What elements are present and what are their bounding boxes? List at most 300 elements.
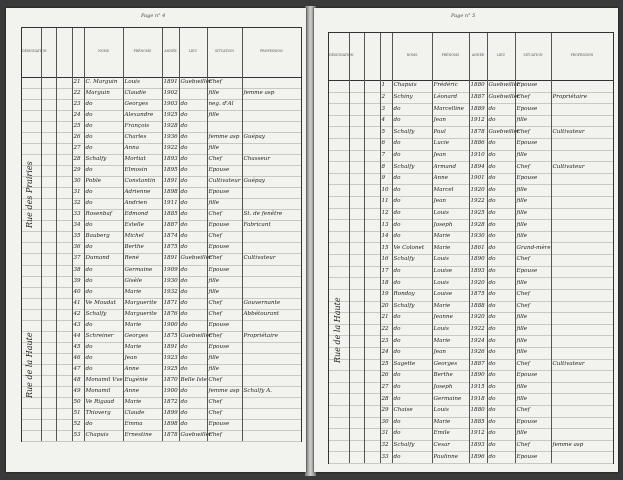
cell-rel: Chef — [208, 431, 222, 438]
cell-given: Georges — [124, 101, 149, 108]
cell-place: do — [180, 112, 188, 119]
cell-rel: Grand-mère — [516, 244, 551, 251]
cell-rel: fille — [516, 209, 528, 216]
cell-given: Marie — [433, 418, 451, 425]
cell-year: 1887 — [470, 360, 485, 367]
cell-year: 1900 — [163, 321, 178, 328]
cell-rel: fille — [516, 384, 528, 391]
cell-n: 45 — [73, 343, 81, 350]
cell-given: Charles — [124, 134, 147, 141]
cell-year: 1918 — [470, 395, 485, 402]
cell-rel: fille — [516, 279, 528, 286]
cell-year: 1870 — [163, 376, 178, 383]
cell-year: 1894 — [470, 163, 485, 170]
cell-surname: Schalfy — [393, 163, 415, 170]
cell-year: 1901 — [470, 175, 485, 182]
cell-place: do — [180, 145, 188, 152]
cell-surname: do — [85, 244, 93, 251]
cell-surname: Bauberg — [85, 233, 110, 240]
cell-place: do — [180, 167, 188, 174]
cell-rel: fille — [208, 277, 220, 284]
cell-job: Guépay — [243, 178, 265, 185]
cell-year: 1890 — [470, 256, 485, 263]
cell-given: François — [124, 123, 150, 130]
column-rule — [41, 28, 42, 441]
cell-given: Georges — [124, 332, 149, 339]
cell-place: do — [180, 288, 188, 295]
cell-surname: Ve Moudat — [85, 299, 116, 306]
column-header: DÉSIGNATION — [22, 48, 47, 53]
cell-year: 1922 — [163, 145, 178, 152]
cell-place: do — [180, 244, 188, 251]
cell-year: 1880 — [470, 82, 485, 89]
cell-given: Frédéric — [433, 82, 458, 89]
cell-rel: fille — [516, 233, 528, 240]
cell-place: Guebwiller — [180, 431, 212, 438]
cell-rel: fille — [208, 354, 220, 361]
cell-n: 26 — [381, 372, 389, 379]
column-rule — [364, 33, 365, 463]
cell-given: Claudie — [124, 90, 147, 97]
cell-given: Berthe — [433, 372, 453, 379]
cell-given: Paul — [433, 128, 446, 135]
cell-year: 1928 — [470, 221, 485, 228]
cell-rel: Chef — [208, 233, 222, 240]
cell-rel: fille — [208, 112, 220, 119]
cell-place: do — [488, 233, 496, 240]
cell-n: 16 — [381, 256, 389, 263]
cell-year: 1861 — [470, 244, 485, 251]
cell-n: 39 — [73, 277, 81, 284]
column-header: LIEU — [188, 48, 198, 53]
column-rule — [84, 28, 85, 441]
cell-place: Guebwiller — [180, 255, 212, 262]
cell-n: 43 — [73, 321, 81, 328]
cell-rel: fille — [516, 326, 528, 333]
cell-rel: fille — [516, 314, 528, 321]
cell-rel: Epouse — [208, 167, 230, 174]
cell-given: Alexandre — [124, 112, 154, 119]
cell-rel: Epouse — [516, 140, 538, 147]
cell-year: 1893 — [470, 442, 485, 449]
cell-n: 7 — [381, 151, 386, 158]
cell-surname: Ve Colonet — [393, 244, 425, 251]
cell-rel: fille — [516, 221, 528, 228]
cell-surname: do — [393, 453, 401, 460]
street-name: Rue de la Haute — [333, 297, 342, 363]
cell-surname: do — [393, 326, 401, 333]
cell-place: do — [180, 233, 188, 240]
cell-rel: neg. d'Al — [208, 101, 234, 108]
cell-surname: do — [85, 123, 93, 130]
cell-surname: do — [393, 209, 401, 216]
table-header — [329, 33, 613, 81]
cell-year: 1911 — [163, 200, 178, 207]
cell-rel: Epouse — [208, 244, 230, 251]
cell-rel: Epouse — [208, 222, 230, 229]
cell-year: 1930 — [470, 233, 485, 240]
cell-surname: Schalfy — [393, 302, 415, 309]
cell-surname: do — [85, 222, 93, 229]
street-name: Rue des Prairies — [25, 161, 34, 228]
cell-n: 29 — [381, 407, 389, 414]
table-row — [329, 451, 613, 464]
cell-n: 49 — [73, 387, 81, 394]
cell-place: do — [488, 314, 496, 321]
cell-given: Edmond — [124, 211, 149, 218]
cell-surname: do — [85, 277, 93, 284]
cell-surname: do — [393, 140, 401, 147]
cell-job: Cultivateur — [552, 360, 585, 367]
cell-surname: Ve Rigaud — [85, 398, 115, 405]
cell-place: do — [488, 209, 496, 216]
cell-n: 36 — [73, 244, 81, 251]
cell-place: do — [488, 430, 496, 437]
cell-year: 1874 — [163, 233, 178, 240]
cell-place: do — [488, 453, 496, 460]
cell-year: 1936 — [163, 134, 178, 141]
cell-surname: do — [393, 418, 401, 425]
cell-place: do — [488, 279, 496, 286]
cell-year: 1923 — [163, 354, 178, 361]
cell-n: 50 — [73, 398, 81, 405]
cell-rel: fille — [516, 349, 528, 356]
cell-n: 47 — [73, 365, 81, 372]
cell-given: Estelle — [124, 222, 144, 229]
cell-n: 27 — [381, 384, 389, 391]
cell-rel: Chef — [208, 398, 222, 405]
cell-rel: fille — [208, 288, 220, 295]
cell-rel: femme asp — [208, 134, 240, 141]
cell-place: do — [488, 360, 496, 367]
cell-year: 1926 — [470, 349, 485, 356]
cell-year: 1875 — [470, 291, 485, 298]
column-header: PRÉNOMS — [133, 48, 152, 53]
cell-n: 21 — [381, 314, 389, 321]
cell-year: 1891 — [163, 255, 178, 262]
cell-n: 23 — [381, 337, 389, 344]
cell-rel: fille — [516, 337, 528, 344]
cell-surname: do — [85, 288, 93, 295]
cell-rel: Chef — [208, 409, 222, 416]
cell-n: 6 — [381, 140, 386, 147]
cell-place: do — [180, 134, 188, 141]
cell-place: do — [488, 175, 496, 182]
cell-n: 5 — [381, 128, 386, 135]
cell-rel: Epouse — [516, 105, 538, 112]
cell-given: Louis — [124, 79, 140, 85]
cell-job: Cultivateur — [552, 163, 585, 170]
cell-n: 30 — [381, 418, 389, 425]
column-header: PROFESSION — [260, 48, 283, 53]
cell-given: Germaine — [124, 266, 153, 273]
cell-given: Jean — [124, 354, 137, 361]
cell-rel: fille — [208, 145, 220, 152]
cell-surname: Sagette — [393, 360, 416, 367]
cell-year: 1895 — [163, 167, 178, 174]
cell-surname: Poble — [85, 178, 102, 185]
cell-rel: Chef — [516, 128, 530, 135]
cell-year: 1910 — [470, 151, 485, 158]
cell-job: Cultivateur — [552, 128, 585, 135]
cell-given: Marie — [433, 233, 451, 240]
column-header: ANNÉE — [164, 48, 177, 53]
cell-surname: C. Marguin — [85, 79, 118, 85]
cell-year: 1899 — [163, 409, 178, 416]
census-table — [21, 27, 302, 442]
cell-surname: do — [393, 221, 401, 228]
cell-year: 1924 — [470, 337, 485, 344]
cell-n: 28 — [381, 395, 389, 402]
cell-year: 1893 — [163, 156, 178, 163]
cell-given: Anna — [124, 145, 140, 152]
cell-place: do — [488, 372, 496, 379]
cell-job: Abbétourant — [243, 310, 280, 317]
column-header: NOMS — [98, 48, 109, 53]
cell-job: Schalfy A. — [243, 387, 273, 394]
cell-surname: Schalfy — [393, 256, 415, 263]
cell-given: Georges — [433, 360, 458, 367]
page-number: Page n° 4 — [141, 13, 166, 19]
cell-n: 34 — [73, 222, 81, 229]
cell-rel: fille — [516, 198, 528, 205]
cell-place: do — [180, 156, 188, 163]
cell-given: Andrien — [124, 200, 148, 207]
cell-year: 1878 — [163, 431, 178, 438]
cell-rel: Epouse — [208, 420, 230, 427]
cell-given: Armand — [433, 163, 457, 170]
cell-surname: do — [393, 384, 401, 391]
cell-rel: Chef — [516, 442, 530, 449]
cell-surname: do — [393, 430, 401, 437]
census-page-right — [314, 8, 618, 472]
cell-given: Germaine — [433, 395, 462, 402]
cell-given: Lucie — [433, 140, 450, 147]
cell-rel: Epouse — [208, 343, 230, 350]
cell-given: Marie — [124, 321, 142, 328]
cell-given: Joseph — [433, 384, 453, 391]
cell-year: 1885 — [470, 418, 485, 425]
cell-n: 37 — [73, 255, 81, 262]
cell-n: 29 — [73, 167, 81, 174]
cell-surname: do — [393, 198, 401, 205]
cell-n: 35 — [73, 233, 81, 240]
cell-rel: Epouse — [516, 372, 538, 379]
cell-job: femme asp — [243, 90, 275, 97]
column-header: ANNÉE — [471, 52, 485, 57]
cell-n: 8 — [381, 163, 386, 170]
cell-place: do — [180, 277, 188, 284]
cell-rel: Epouse — [516, 175, 538, 182]
cell-given: Eugénie — [124, 376, 148, 383]
column-rule — [207, 28, 208, 441]
cell-surname: do — [393, 233, 401, 240]
cell-surname: do — [85, 420, 93, 427]
cell-year: 1898 — [163, 189, 178, 196]
cell-n: 28 — [73, 156, 81, 163]
cell-given: Berthe — [124, 244, 144, 251]
column-header: SITUATION — [523, 52, 543, 57]
cell-place: do — [180, 354, 188, 361]
cell-year: 1915 — [470, 384, 485, 391]
cell-surname: Schreiner — [85, 332, 114, 339]
cell-n: 9 — [381, 175, 386, 182]
cell-surname: Chapuis — [85, 431, 109, 438]
column-header: NOMS — [406, 52, 418, 57]
column-rule — [242, 28, 243, 441]
cell-place: do — [180, 387, 188, 394]
cell-surname: do — [85, 101, 93, 108]
cell-place: do — [488, 418, 496, 425]
cell-n: 44 — [73, 332, 81, 339]
cell-place: do — [180, 365, 188, 372]
cell-given: Joseph — [433, 221, 453, 228]
cell-place: do — [488, 105, 496, 112]
column-rule — [123, 28, 124, 441]
cell-year: 1930 — [163, 277, 178, 284]
cell-surname: Dumand — [85, 255, 110, 262]
cell-given: Claude — [124, 409, 145, 416]
cell-place: do — [488, 395, 496, 402]
cell-year: 1885 — [163, 211, 178, 218]
cell-place: do — [488, 140, 496, 147]
cell-place: do — [488, 151, 496, 158]
cell-rel: fille — [516, 151, 528, 158]
cell-given: Adrienne — [124, 189, 151, 196]
cell-rel: femme asp — [208, 387, 240, 394]
cell-given: Gisèle — [124, 277, 143, 284]
cell-place: do — [180, 299, 188, 306]
cell-given: Jeanne — [433, 314, 453, 321]
cell-surname: Schiny — [393, 93, 413, 100]
cell-surname: Monamil — [85, 387, 111, 394]
cell-year: 1878 — [470, 128, 485, 135]
cell-surname: do — [393, 314, 401, 321]
cell-surname: do — [393, 279, 401, 286]
cell-given: Léonard — [433, 93, 458, 100]
column-rule — [179, 28, 180, 441]
cell-place: do — [488, 244, 496, 251]
cell-year: 1886 — [470, 140, 485, 147]
cell-year: 1898 — [163, 420, 178, 427]
column-rule — [349, 33, 350, 463]
cell-year: 1896 — [470, 453, 485, 460]
cell-surname: do — [393, 151, 401, 158]
cell-rel: Chef — [516, 407, 530, 414]
cell-given: Louise — [433, 291, 453, 298]
cell-place: do — [180, 343, 188, 350]
cell-n: 2 — [381, 93, 386, 100]
cell-n: 11 — [381, 198, 389, 205]
cell-place: do — [180, 211, 188, 218]
cell-rel: Cultivateur — [208, 178, 241, 185]
cell-surname: do — [85, 321, 93, 328]
column-header: PRÉNOMS — [441, 52, 460, 57]
cell-surname: Thioverg — [85, 409, 111, 416]
cell-n: 17 — [381, 267, 389, 274]
cell-given: Paulinne — [433, 453, 459, 460]
cell-year: 1925 — [470, 209, 485, 216]
cell-given: Anne — [124, 387, 140, 394]
cell-place: do — [488, 407, 496, 414]
cell-n: 48 — [73, 376, 81, 383]
cell-year: 1872 — [163, 398, 178, 405]
cell-job: Propriétaire — [552, 93, 588, 100]
cell-surname: do — [393, 117, 401, 124]
cell-n: 10 — [381, 186, 389, 193]
cell-year: 1876 — [163, 310, 178, 317]
cell-given: Marie — [124, 398, 142, 405]
census-page-left — [6, 8, 306, 472]
cell-n: 14 — [381, 233, 389, 240]
cell-year: 1888 — [470, 302, 485, 309]
cell-place: do — [180, 310, 188, 317]
cell-rel: Epouse — [516, 453, 538, 460]
column-rule — [432, 33, 433, 463]
cell-year: 1925 — [163, 112, 178, 119]
cell-surname: do — [393, 105, 401, 112]
cell-n: 21 — [73, 79, 81, 85]
cell-given: Louis — [433, 256, 449, 263]
cell-year: 1902 — [163, 90, 178, 97]
cell-rel: Epouse — [208, 321, 230, 328]
cell-n: 46 — [73, 354, 81, 361]
cell-given: Jean — [433, 151, 446, 158]
cell-surname: do — [85, 365, 93, 372]
cell-year: 1890 — [470, 372, 485, 379]
cell-n: 33 — [73, 211, 81, 218]
cell-given: Marie — [124, 343, 142, 350]
cell-given: Louis — [433, 279, 449, 286]
cell-given: Louis — [433, 209, 449, 216]
cell-year: 1920 — [470, 314, 485, 321]
cell-rel: Chef — [516, 302, 530, 309]
column-rule — [56, 28, 57, 441]
cell-place: do — [488, 256, 496, 263]
cell-place: Guebwiller — [488, 93, 520, 100]
cell-place: do — [180, 321, 188, 328]
cell-surname: do — [85, 145, 93, 152]
cell-rel: Chef — [208, 332, 222, 339]
cell-given: Cesar — [433, 442, 450, 449]
page-number: Page n° 5 — [451, 13, 476, 19]
cell-given: Emile — [433, 430, 450, 437]
cell-place: Guebwiller — [488, 82, 520, 89]
cell-surname: do — [85, 112, 93, 119]
cell-n: 51 — [73, 409, 81, 416]
cell-rel: Chef — [516, 93, 530, 100]
cell-surname: Marguin — [85, 90, 110, 97]
cell-place: do — [488, 221, 496, 228]
cell-rel: Chef — [208, 299, 222, 306]
cell-surname: do — [85, 167, 93, 174]
cell-given: Jean — [433, 198, 446, 205]
cell-rel: fille — [516, 430, 528, 437]
cell-n: 25 — [73, 123, 81, 130]
cell-given: Jean — [433, 117, 446, 124]
column-header: PROFESSION — [570, 52, 594, 57]
cell-rel: Epouse — [208, 266, 230, 273]
cell-rel: fille — [208, 90, 220, 97]
cell-place: do — [180, 178, 188, 185]
cell-place: do — [488, 302, 496, 309]
cell-n: 42 — [73, 310, 81, 317]
cell-year: 1912 — [470, 117, 485, 124]
cell-given: Marie — [433, 337, 451, 344]
cell-rel: Chef — [208, 255, 222, 262]
cell-n: 22 — [381, 326, 389, 333]
cell-surname: Rosenbaf — [85, 211, 112, 218]
